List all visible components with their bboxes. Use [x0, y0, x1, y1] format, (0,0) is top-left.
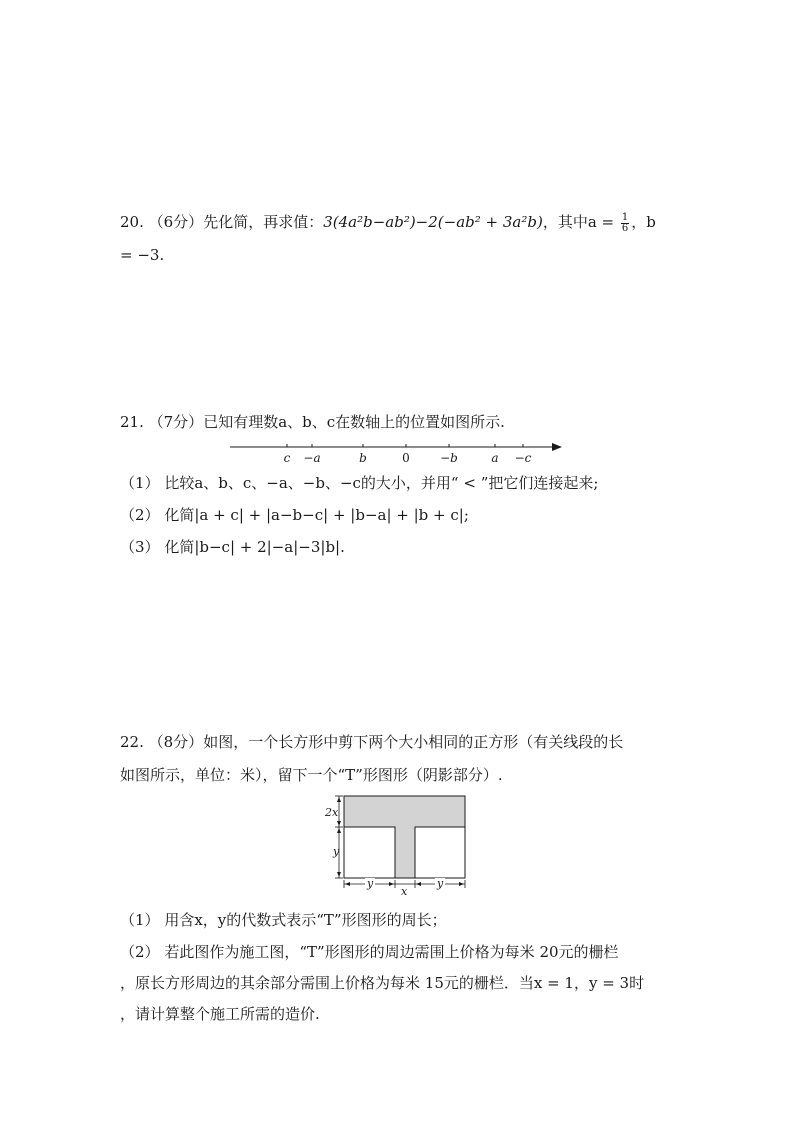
- arrow-icon: [416, 882, 421, 886]
- label-left-y: y: [333, 845, 340, 858]
- item-text: 用含x，y的代数式表示“T”形图形的周长；: [164, 911, 447, 929]
- q22-item-2: [120, 942, 619, 962]
- label-2x: 2x: [325, 806, 339, 819]
- q21-item-1: [120, 473, 598, 493]
- axis-arrow-icon: [552, 443, 562, 451]
- number-line-figure: [225, 436, 570, 466]
- item-text: 比较a、b、c、−a、−b、−c的大小，并用“ < ”把它们连接起来;: [164, 474, 599, 492]
- arrow-icon: [459, 882, 464, 886]
- arrow-icon: [345, 882, 350, 886]
- q20-score: （6分）: [148, 213, 204, 231]
- q20-given: ，其中a =: [542, 213, 615, 231]
- q22-number: 22.: [120, 733, 144, 751]
- q20-prompt: 先化简，再求值：: [203, 213, 324, 231]
- label-bottom-right-y: y: [437, 877, 444, 890]
- number-line-label: −b: [440, 451, 458, 465]
- number-line-label: c: [283, 451, 291, 465]
- q20-line1: [120, 212, 656, 234]
- q21-line1: [120, 412, 505, 432]
- number-line-label: a: [491, 451, 499, 465]
- q22-line1: [120, 732, 623, 752]
- item-text: 化简|a + c| + |a−b−c| + |b−a| + |b + c|;: [164, 506, 469, 524]
- q20-line2: = −3.: [120, 246, 165, 264]
- q21-item-3: [120, 537, 345, 557]
- fraction-denominator: 6: [621, 222, 629, 234]
- item-label: （2）: [120, 943, 160, 961]
- item-label: （3）: [120, 538, 160, 556]
- q22-line2: 如图所示，单位：米），留下一个“T”形图形（阴影部分）.: [120, 766, 503, 784]
- item-label: （1）: [120, 911, 160, 929]
- number-line-label: 0: [402, 451, 410, 465]
- number-line-label: −c: [514, 451, 532, 465]
- item-label: （1）: [120, 474, 160, 492]
- q20-fraction: [621, 213, 629, 234]
- t-shape-shaded-region: [344, 796, 465, 878]
- number-line-label: −a: [303, 451, 321, 465]
- arrow-icon: [337, 797, 341, 802]
- q21-number: 21.: [120, 413, 144, 431]
- arrow-icon: [337, 828, 341, 833]
- q22-item-1: [120, 910, 447, 930]
- arrow-icon: [337, 872, 341, 877]
- item-text: 若此图作为施工图，“T”形图形的周边需围上价格为每米 20元的栅栏: [164, 943, 619, 961]
- q20-expression: 3(4a²b−ab²)−2(−ab² + 3a²b): [323, 213, 543, 231]
- arrow-icon: [337, 821, 341, 826]
- q22-score: （8分）: [148, 733, 204, 751]
- t-shape-figure: [322, 792, 472, 896]
- label-bottom-x: x: [401, 885, 408, 896]
- q21-item-2: [120, 505, 469, 525]
- q22-item-2-cont2: ，请计算整个施工所需的造价.: [120, 1005, 320, 1023]
- q22-text1: 如图，一个长方形中剪下两个大小相同的正方形（有关线段的长: [203, 733, 624, 751]
- q22-item-2-cont1: ，原长方形周边的其余部分需围上价格为每米 15元的栅栏．当x = 1，y = 3时: [120, 974, 645, 992]
- item-text: 化简|b−c| + 2|−a|−3|b|.: [164, 538, 345, 556]
- q20-number: 20.: [120, 213, 144, 231]
- arrow-icon: [389, 882, 394, 886]
- item-label: （2）: [120, 506, 160, 524]
- label-bottom-left-y: y: [367, 877, 374, 890]
- number-line-label: b: [359, 451, 367, 465]
- q21-score: （7分）: [148, 413, 204, 431]
- fraction-numerator: 1: [621, 211, 629, 223]
- q20-b-label: ，b: [631, 213, 656, 231]
- q21-prompt: 已知有理数a、b、c在数轴上的位置如图所示.: [203, 413, 505, 431]
